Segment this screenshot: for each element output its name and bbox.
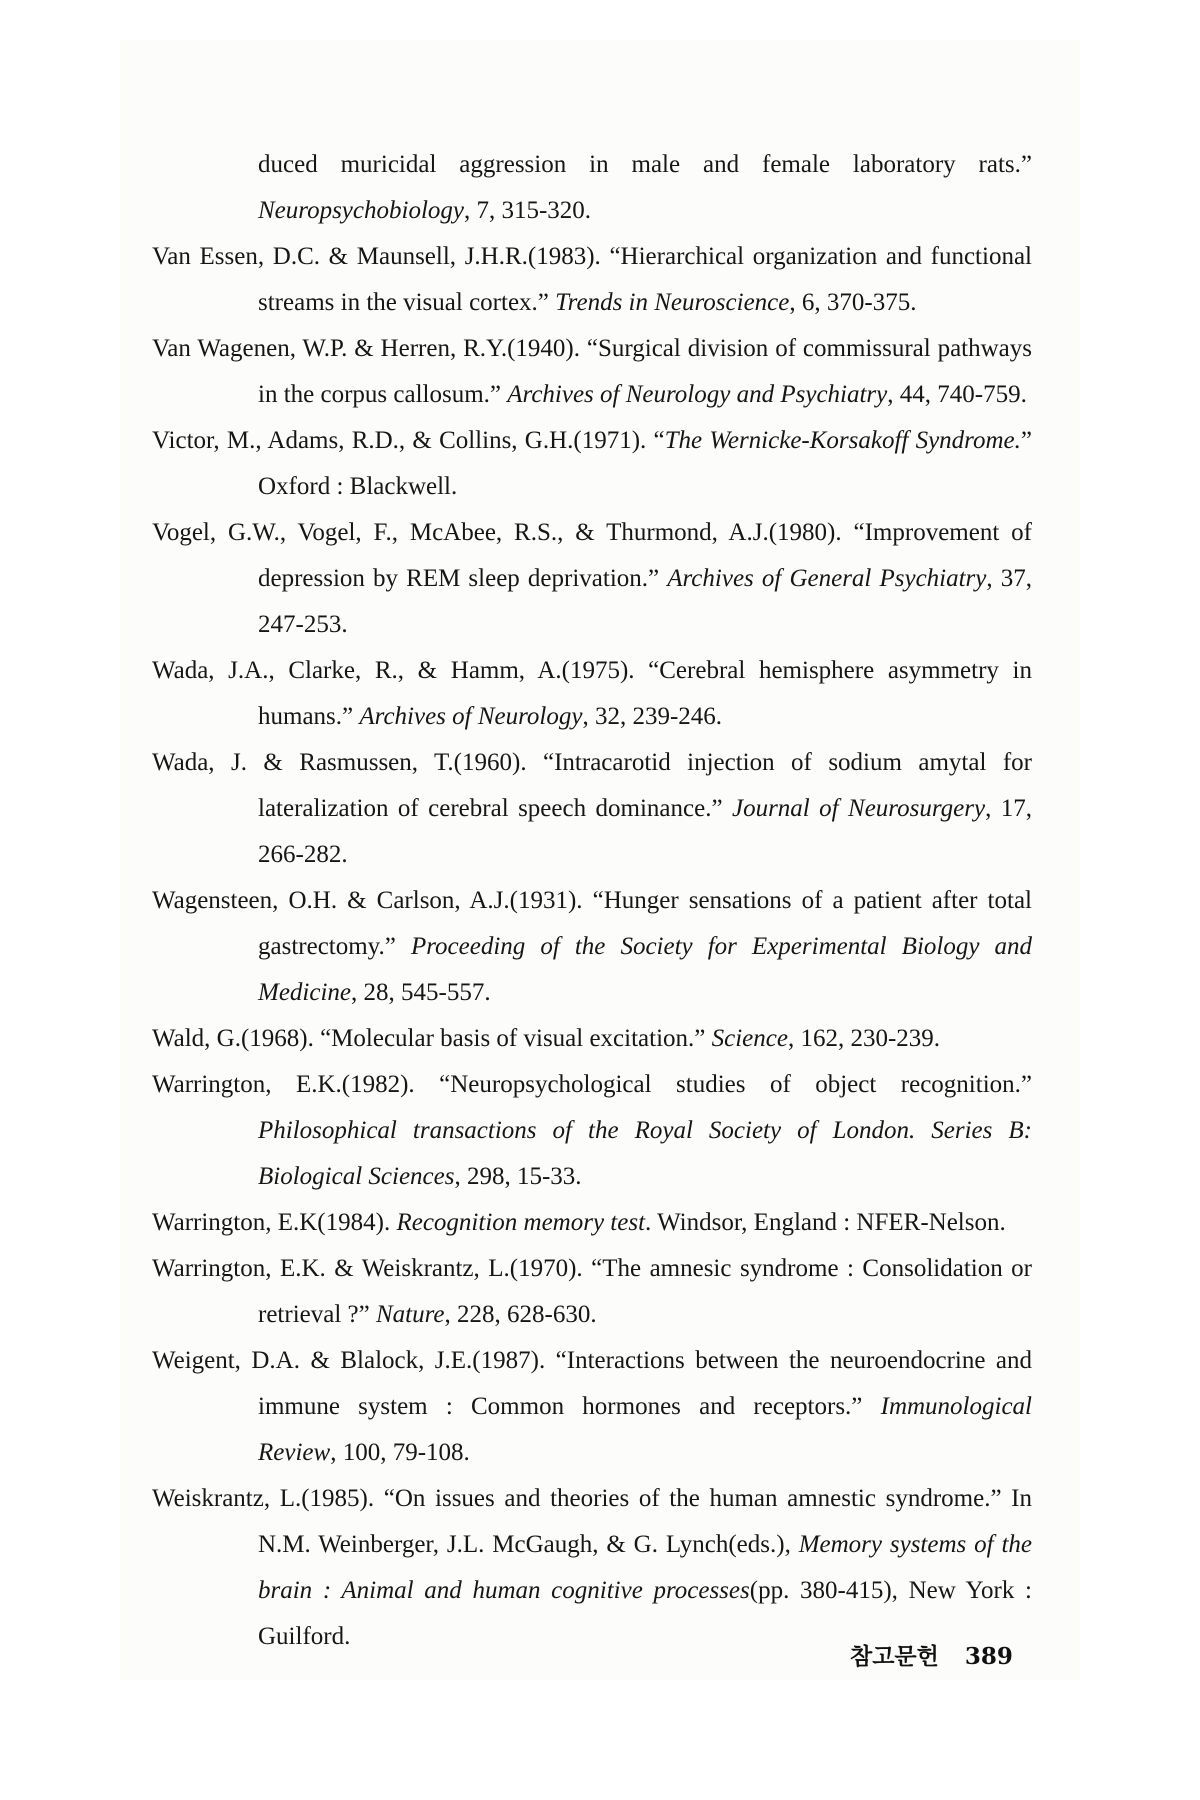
reference-entry — [152, 234, 1032, 326]
reference-text: Warrington, E.K. & Weiskrantz, L.(1970). “The amnesic syndrome : Consolidation or retrieval ?” — [152, 1255, 1032, 1328]
reference-text: Vogel, G.W., Vogel, F., McAbee, R.S., & Thurmond, A.J.(1980). “Improvement of depression by REM sleep deprivation.” — [152, 519, 1032, 592]
reference-source: Archives of General Psychiatry — [667, 565, 987, 592]
reference-details: , 28, 545-557. — [351, 979, 491, 1006]
reference-source: Archives of Neurology and Psychiatry — [507, 381, 888, 408]
reference-entry — [152, 1200, 1032, 1246]
reference-source: Proceeding of the Society for Experimental Biology and Medicine — [258, 933, 1032, 1006]
reference-text: Wada, J. & Rasmussen, T.(1960). “Intracarotid injection of sodium amytal for lateralization of cerebral speech dominance.” — [152, 749, 1032, 822]
reference-source: Trends in Neuroscience — [555, 289, 790, 316]
reference-details: . Windsor, England : NFER-Nelson. — [645, 1209, 1006, 1236]
reference-entry — [152, 510, 1032, 648]
reference-source: Nature — [375, 1301, 445, 1328]
reference-text: Weiskrantz, L.(1985). “On issues and theories of the human amnestic syndrome.” In N.M. Weinberger, J.L. McGaugh, & G. Lynch(eds.), — [152, 1485, 1032, 1558]
reference-details: , 44, 740-759. — [887, 381, 1027, 408]
reference-details: , 298, 15-33. — [454, 1163, 582, 1190]
reference-text: Warrington, E.K(1984). — [152, 1209, 397, 1236]
reference-details: , 7, 315-320. — [463, 197, 592, 224]
reference-details: , 228, 628-630. — [444, 1301, 597, 1328]
reference-text: Wald, G.(1968). “Molecular basis of visual excitation.” — [152, 1025, 712, 1052]
reference-source: Recognition memory test — [396, 1209, 646, 1236]
reference-text: Weigent, D.A. & Blalock, J.E.(1987). “Interactions between the neuroendocrine and immune system : Common hormones and receptors.” — [152, 1347, 1032, 1420]
reference-text: Van Essen, D.C. & Maunsell, J.H.R.(1983). “Hierarchical organization and functional streams in the visual cortex.” — [152, 243, 1032, 316]
reference-source: Neuropsychobiology — [258, 197, 464, 224]
reference-details: , 100, 79-108. — [330, 1439, 470, 1466]
reference-details: (pp. 380-415), New York : Guilford. — [258, 1577, 1033, 1650]
reference-entry — [152, 1016, 1032, 1062]
reference-entry — [152, 648, 1032, 740]
reference-source: Immunological Review — [258, 1393, 1032, 1466]
reference-details: , 37, 247-253. — [258, 565, 1033, 638]
reference-entry — [152, 1338, 1032, 1476]
reference-entry — [152, 740, 1032, 878]
reference-source: The Wernicke-Korsakoff Syndrome. — [664, 427, 1021, 454]
reference-source: Journal of Neurosurgery — [731, 795, 986, 822]
reference-source: Philosophical transactions of the Royal Society of London. Series B: Biological Sciences — [258, 1117, 1032, 1190]
page-footer — [850, 1638, 1013, 1671]
reference-details: , 6, 370-375. — [789, 289, 917, 316]
reference-details: , 32, 239-246. — [582, 703, 723, 730]
reference-text: Wagensteen, O.H. & Carlson, A.J.(1931). “Hunger sensations of a patient after total gastrectomy.” — [152, 887, 1032, 960]
reference-entry — [152, 1246, 1032, 1338]
reference-source: Science — [711, 1025, 788, 1052]
reference-text: duced muricidal aggression in male and female laboratory rats.” — [258, 151, 1032, 178]
reference-entry — [152, 142, 1032, 234]
section-title: 참고문헌 — [850, 1644, 939, 1670]
reference-details: , 17, 266-282. — [258, 795, 1032, 868]
reference-text: Wada, J.A., Clarke, R., & Hamm, A.(1975). “Cerebral hemisphere asymmetry in humans.” — [152, 657, 1032, 730]
reference-details: , 162, 230-239. — [787, 1025, 941, 1052]
reference-entry — [152, 878, 1032, 1016]
reference-entry — [152, 326, 1032, 418]
page-number: 389 — [964, 1643, 1013, 1670]
reference-entry — [152, 418, 1032, 510]
reference-entry — [152, 1476, 1032, 1660]
reference-source: Memory systems of the brain : Animal and human cognitive processes — [258, 1531, 1033, 1604]
reference-text: Victor, M., Adams, R.D., & Collins, G.H.(1971). “ — [152, 427, 665, 454]
reference-entry — [152, 1062, 1032, 1200]
reference-text: Warrington, E.K.(1982). “Neuropsychological studies of object recognition.” — [152, 1071, 1032, 1098]
reference-source: Archives of Neurology — [359, 703, 583, 730]
reference-text: Van Wagenen, W.P. & Herren, R.Y.(1940). “Surgical division of commissural pathways in the corpus callosum.” — [152, 335, 1032, 408]
reference-details: ” Oxford : Blackwell. — [258, 427, 1032, 500]
reference-list — [152, 142, 1032, 1660]
